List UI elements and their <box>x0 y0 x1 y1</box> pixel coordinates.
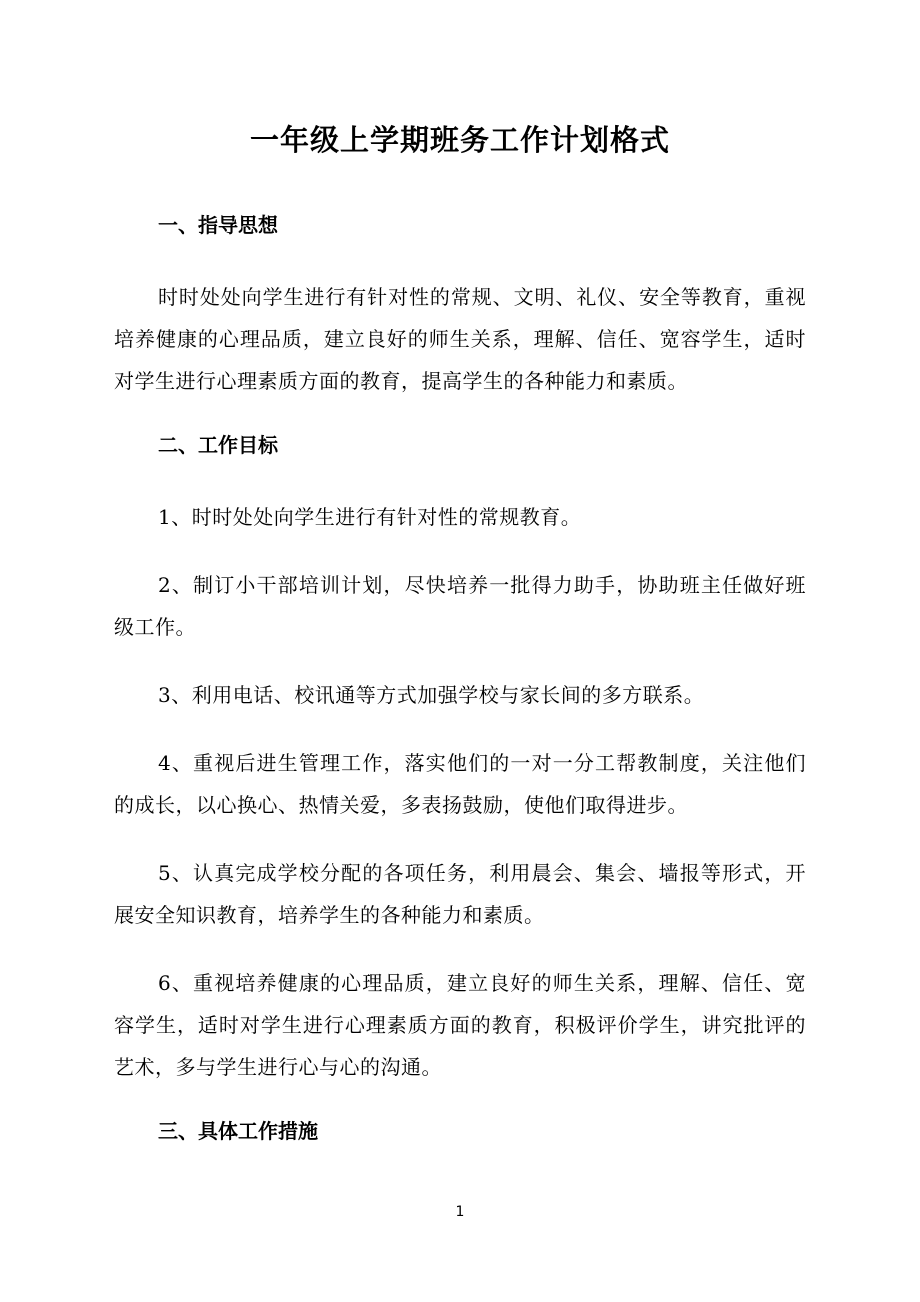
paragraph-guiding-thought: 时时处处向学生进行有针对性的常规、文明、礼仪、安全等教育，重视培养健康的心理品质，建立良好的师生关系，理解、信任、宽容学生，适时对学生进行心理素质方面的教育，提高学生的各种能力和素质。 <box>114 285 806 393</box>
section-heading-work-goals: 二、工作目标 <box>158 433 278 457</box>
page-number: 1 <box>455 1204 465 1220</box>
goal-item-1: 1、时时处处向学生进行有针对性的常规教育。 <box>158 505 582 529</box>
goal-item-3: 3、利用电话、校讯通等方式加强学校与家长间的多方联系。 <box>158 683 705 707</box>
page-title: 一年级上学期班务工作计划格式 <box>249 123 670 157</box>
goal-item-5: 5、认真完成学校分配的各项任务，利用晨会、集会、墙报等形式，开展安全知识教育，培养学生的各种能力和素质。 <box>114 861 806 927</box>
goal-item-2: 2、制订小干部培训计划，尽快培养一批得力助手，协助班主任做好班级工作。 <box>114 573 806 639</box>
goal-item-4: 4、重视后进生管理工作，落实他们的一对一分工帮教制度，关注他们的成长，以心换心、热情关爱，多表扬鼓励，使他们取得进步。 <box>114 751 806 817</box>
section-heading-measures: 三、具体工作措施 <box>158 1119 318 1143</box>
section-heading-guiding-thought: 一、指导思想 <box>158 213 278 237</box>
goal-item-6: 6、重视培养健康的心理品质，建立良好的师生关系，理解、信任、宽容学生，适时对学生进行心理素质方面的教育，积极评价学生，讲究批评的艺术，多与学生进行心与心的沟通。 <box>114 971 806 1079</box>
